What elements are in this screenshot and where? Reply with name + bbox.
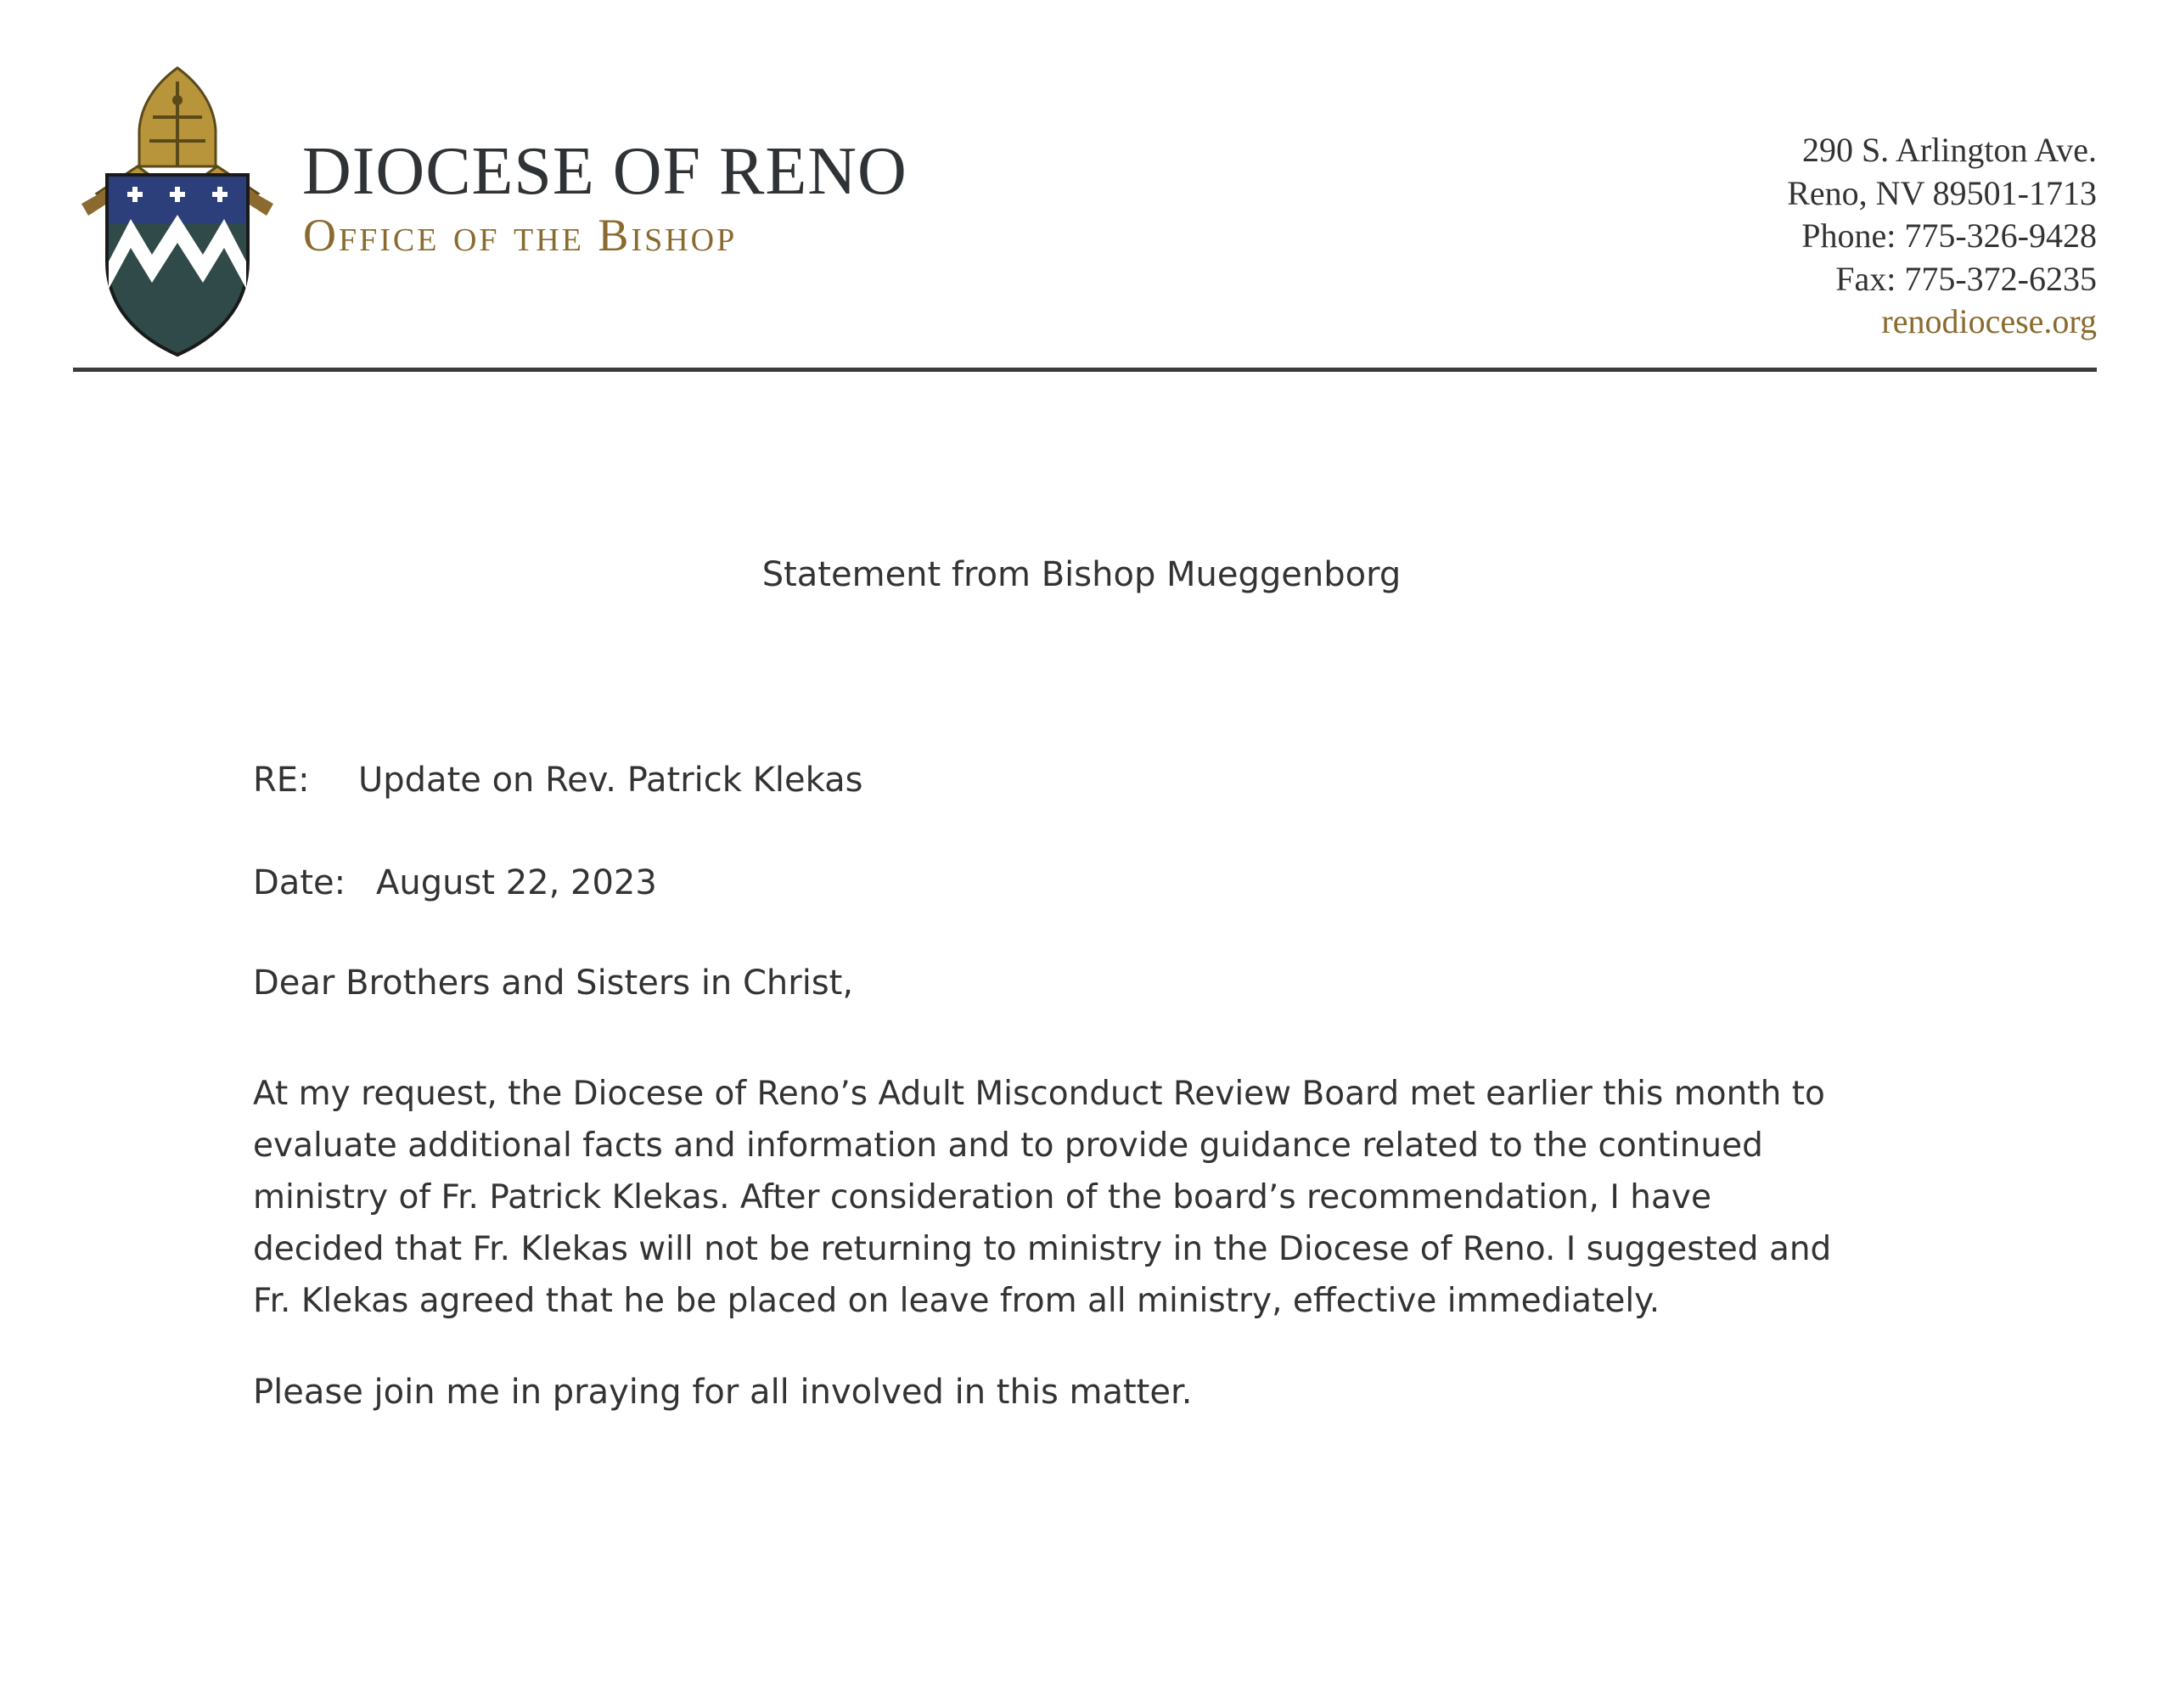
subject-line — [253, 761, 863, 800]
paragraph-line: ministry of Fr. Patrick Klekas. After consideration of the board’s recommendation, I have — [253, 1178, 1711, 1216]
date-value: August 22, 2023 — [376, 863, 657, 902]
address-line-1: 290 S. Arlington Ave. — [1801, 131, 2097, 169]
paragraph-line: evaluate additional facts and information and to provide guidance related to the continued — [253, 1126, 1763, 1165]
salutation: Dear Brothers and Sisters in Christ, — [253, 964, 854, 1003]
date-line — [253, 863, 657, 902]
closing-line: Please join me in praying for all involved in this matter. — [253, 1373, 1193, 1412]
organization-name: DIOCESE OF RENO — [302, 134, 907, 209]
fax-number: Fax: 775-372-6235 — [1835, 259, 2097, 298]
organization-subtitle: Office of the Bishop — [303, 210, 738, 261]
diocesan-coat-of-arms-icon — [71, 66, 284, 359]
body-paragraph — [253, 1068, 1993, 1327]
letterhead-divider — [73, 368, 2097, 372]
phone-number: Phone: 775-326-9428 — [1801, 216, 2097, 255]
paragraph-line: Fr. Klekas agreed that he be placed on leave from all ministry, effective immediately. — [253, 1282, 1660, 1320]
date-label: Date: — [253, 863, 346, 902]
paragraph-line: At my request, the Diocese of Reno’s Adult Misconduct Review Board met earlier this month to — [253, 1075, 1825, 1113]
subject-value: Update on Rev. Patrick Klekas — [358, 761, 863, 800]
paragraph-line: decided that Fr. Klekas will not be returning to ministry in the Diocese of Reno. I suggested and — [253, 1230, 1832, 1268]
address-line-2: Reno, NV 89501-1713 — [1787, 173, 2097, 212]
subject-label: RE: — [253, 761, 310, 800]
website-link[interactable]: renodiocese.org — [1881, 302, 2097, 340]
document-title: Statement from Bishop Mueggenborg — [761, 555, 1402, 594]
contact-block — [1787, 129, 2097, 344]
